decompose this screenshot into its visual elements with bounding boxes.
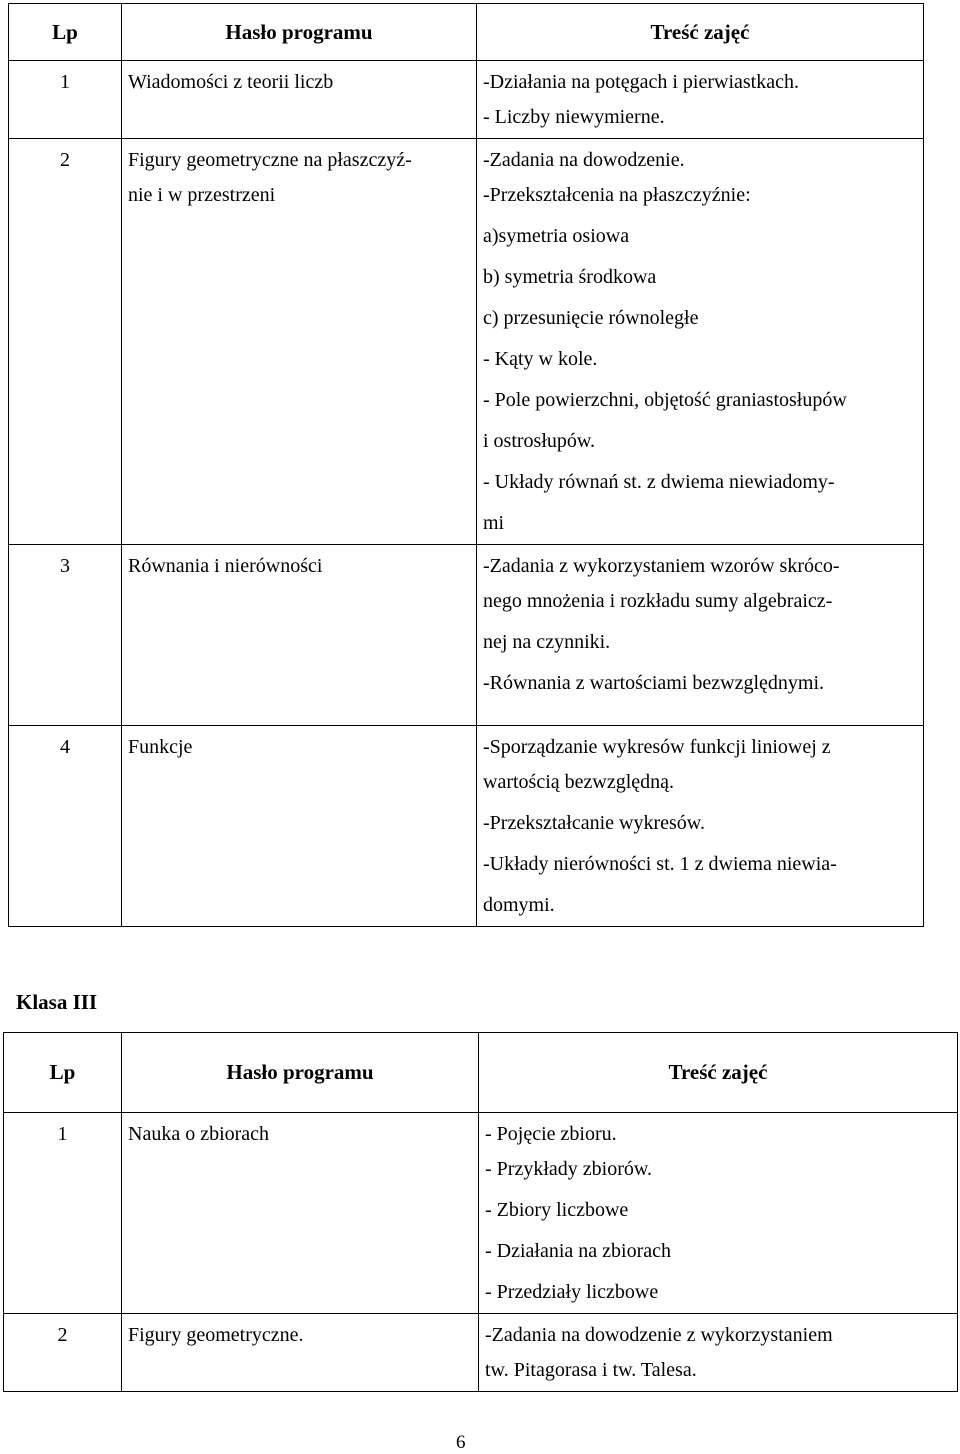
table-row: [9, 139, 924, 545]
header-haslo: Hasło programu: [122, 4, 477, 61]
content-line: nego mnożenia i rozkładu sumy algebraicz-: [483, 590, 833, 612]
row-number: 1: [60, 71, 70, 93]
cell-haslo: [122, 1113, 479, 1314]
header-tresc: Treść zajęć: [477, 4, 924, 61]
content-line: - Układy równań st. z dwiema niewiadomy-: [483, 471, 835, 493]
topic-line: Wiadomości z teorii liczb: [128, 71, 334, 93]
content-line: domymi.: [483, 894, 555, 916]
content-line: wartością bezwzględną.: [483, 771, 675, 793]
header-lp: Lp: [4, 1033, 122, 1113]
cell-tresc: [479, 1113, 958, 1314]
content-line: nej na czynniki.: [483, 631, 611, 653]
topic-line: Równania i nierówności: [128, 555, 323, 577]
content-line: - Liczby niewymierne.: [483, 106, 665, 128]
content-line: i ostrosłupów.: [483, 430, 596, 452]
content-line: b) symetria środkowa: [483, 266, 657, 288]
row-number: 2: [57, 1324, 68, 1346]
cell-tresc: [477, 139, 924, 545]
content-line: -Przekształcanie wykresów.: [483, 812, 705, 834]
content-line: -Zadania na dowodzenie z wykorzystaniem: [485, 1324, 833, 1346]
content-line: - Przykłady zbiorów.: [485, 1158, 652, 1180]
table-row: [9, 726, 924, 927]
content-line: -Równania z wartościami bezwzględnymi.: [483, 672, 824, 694]
cell-lp: [4, 1314, 122, 1392]
topic-line: Figury geometryczne na płaszczyź-: [128, 149, 412, 171]
header-lp: Lp: [9, 4, 122, 61]
cell-tresc: [477, 545, 924, 726]
cell-tresc: [479, 1314, 958, 1392]
header-tresc: Treść zajęć: [479, 1033, 958, 1113]
row-number: 3: [60, 555, 70, 577]
row-number: 2: [60, 149, 70, 171]
content-line: - Działania na zbiorach: [485, 1240, 672, 1262]
content-line: - Kąty w kole.: [483, 348, 598, 370]
content-line: c) przesunięcie równoległe: [483, 307, 699, 329]
cell-lp: [9, 139, 122, 545]
content-line: - Przedziały liczbowe: [485, 1281, 659, 1303]
topic-line: Nauka o zbiorach: [128, 1123, 270, 1145]
content-line: -Działania na potęgach i pierwiastkach.: [483, 71, 799, 93]
topic-line: nie i w przestrzeni: [128, 184, 276, 206]
cell-haslo: [122, 139, 477, 545]
content-line: a)symetria osiowa: [483, 225, 630, 247]
content-line: -Zadania na dowodzenie.: [483, 149, 685, 171]
curriculum-table-1: [8, 3, 924, 927]
row-number: 4: [60, 736, 70, 758]
table-row: [4, 1113, 958, 1314]
cell-haslo: [122, 61, 477, 139]
cell-lp: [9, 545, 122, 726]
content-line: -Przekształcenia na płaszczyźnie:: [483, 184, 751, 206]
topic-line: Figury geometryczne.: [128, 1324, 304, 1346]
content-line: - Zbiory liczbowe: [485, 1199, 629, 1221]
cell-haslo: [122, 1314, 479, 1392]
cell-haslo: [122, 545, 477, 726]
table-row: [4, 1314, 958, 1392]
cell-tresc: [477, 726, 924, 927]
content-line: tw. Pitagorasa i tw. Talesa.: [485, 1359, 697, 1381]
content-line: - Pojęcie zbioru.: [485, 1123, 617, 1145]
table-row: [9, 545, 924, 726]
content-line: -Układy nierówności st. 1 z dwiema niewia-: [483, 853, 837, 875]
row-number: 1: [57, 1123, 68, 1145]
table-row: [9, 61, 924, 139]
cell-lp: [4, 1113, 122, 1314]
content-line: -Sporządzanie wykresów funkcji liniowej z: [483, 736, 831, 758]
topic-line: Funkcje: [128, 736, 193, 758]
cell-lp: [9, 726, 122, 927]
curriculum-table-2: [3, 1032, 958, 1392]
content-line: - Pole powierzchni, objętość graniastosłupów: [483, 389, 847, 411]
header-haslo: Hasło programu: [122, 1033, 479, 1113]
page-number: 6: [456, 1432, 466, 1453]
section-heading-klasa: Klasa III: [16, 990, 98, 1014]
cell-haslo: [122, 726, 477, 927]
cell-tresc: [477, 61, 924, 139]
cell-lp: [9, 61, 122, 139]
content-line: mi: [483, 512, 505, 534]
content-line: -Zadania z wykorzystaniem wzorów skróco-: [483, 555, 840, 577]
